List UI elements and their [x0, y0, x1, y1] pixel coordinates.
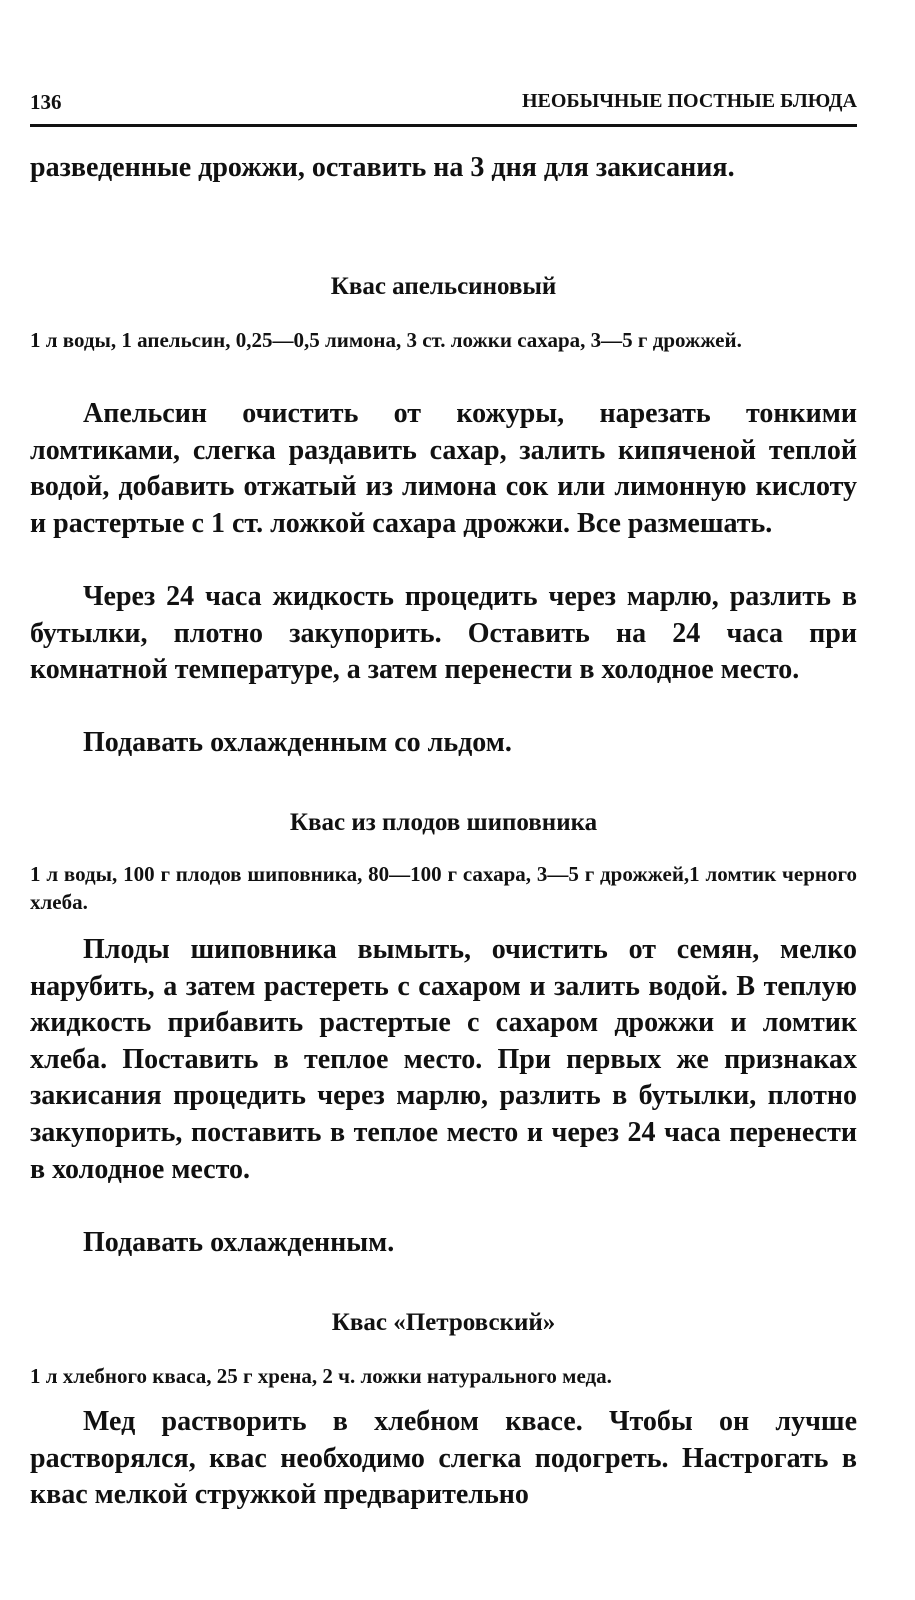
paragraph-petrovsky-kvass-1: Мед растворить в хлебном квасе. Чтобы он лучше растворялся, квас необходимо слегка подогреть. Настрогать в квас мелкой стружкой предварительно — [30, 1406, 857, 1511]
paragraph-orange-kvass-3: Подавать охлажденным со льдом. — [83, 727, 512, 758]
page-header — [30, 84, 857, 124]
paragraph-rosehip-kvass-2: Подавать охлажденным. — [83, 1227, 395, 1258]
paragraph-orange-kvass-2: Через 24 часа жидкость процедить через марлю, разлить в бутылки, плотно закупорить. Оставить на 24 часа при комнатной температуре, а затем перенести в холодное место. — [30, 581, 857, 686]
continuation-paragraph: разведенные дрожжи, оставить на 3 дня для закисания. — [30, 152, 735, 183]
recipe-title-orange-kvass: Квас апельсиновый — [330, 273, 557, 300]
recipe-title-petrovsky-kvass: Квас «Петровский» — [331, 1309, 556, 1336]
ingredients-rosehip-kvass: 1 л воды, 100 г плодов шиповника, 80—100 г сахара, 3—5 г дрожжей,1 ломтик черного хлеба. — [30, 862, 857, 914]
page-number: 136 — [30, 90, 62, 114]
running-title: НЕОБЫЧНЫЕ ПОСТНЫЕ БЛЮДА — [521, 90, 857, 112]
paragraph-orange-kvass-1: Апельсин очистить от кожуры, нарезать тонкими ломтиками, слегка раздавить сахар, залить кипяченой теплой водой, добавить отжатый из лимона сок или лимонную кислоту и растертые с 1 ст. ложкой сахара дрожжи. Все размешать. — [30, 398, 857, 539]
paragraph-rosehip-kvass-1: Плоды шиповника вымыть, очистить от семян, мелко нарубить, а затем растереть с сахаром и залить водой. В теплую жидкость прибавить растертые с сахаром дрожжи и ломтик хлеба. Поставить в теплое место. При первых же признаках закисания процедить через марлю, разлить в бутылки, плотно закупорить, поставить в теплое место и через 24 часа перенести в холодное место. — [30, 934, 857, 1185]
recipe-title-rosehip-kvass: Квас из плодов шиповника — [289, 809, 598, 836]
ingredients-petrovsky-kvass: 1 л хлебного кваса, 25 г хрена, 2 ч. ложки натурального меда. — [30, 1364, 612, 1388]
header-rule — [30, 124, 857, 127]
ingredients-orange-kvass: 1 л воды, 1 апельсин, 0,25—0,5 лимона, 3 ст. ложки сахара, 3—5 г дрожжей. — [30, 328, 742, 352]
